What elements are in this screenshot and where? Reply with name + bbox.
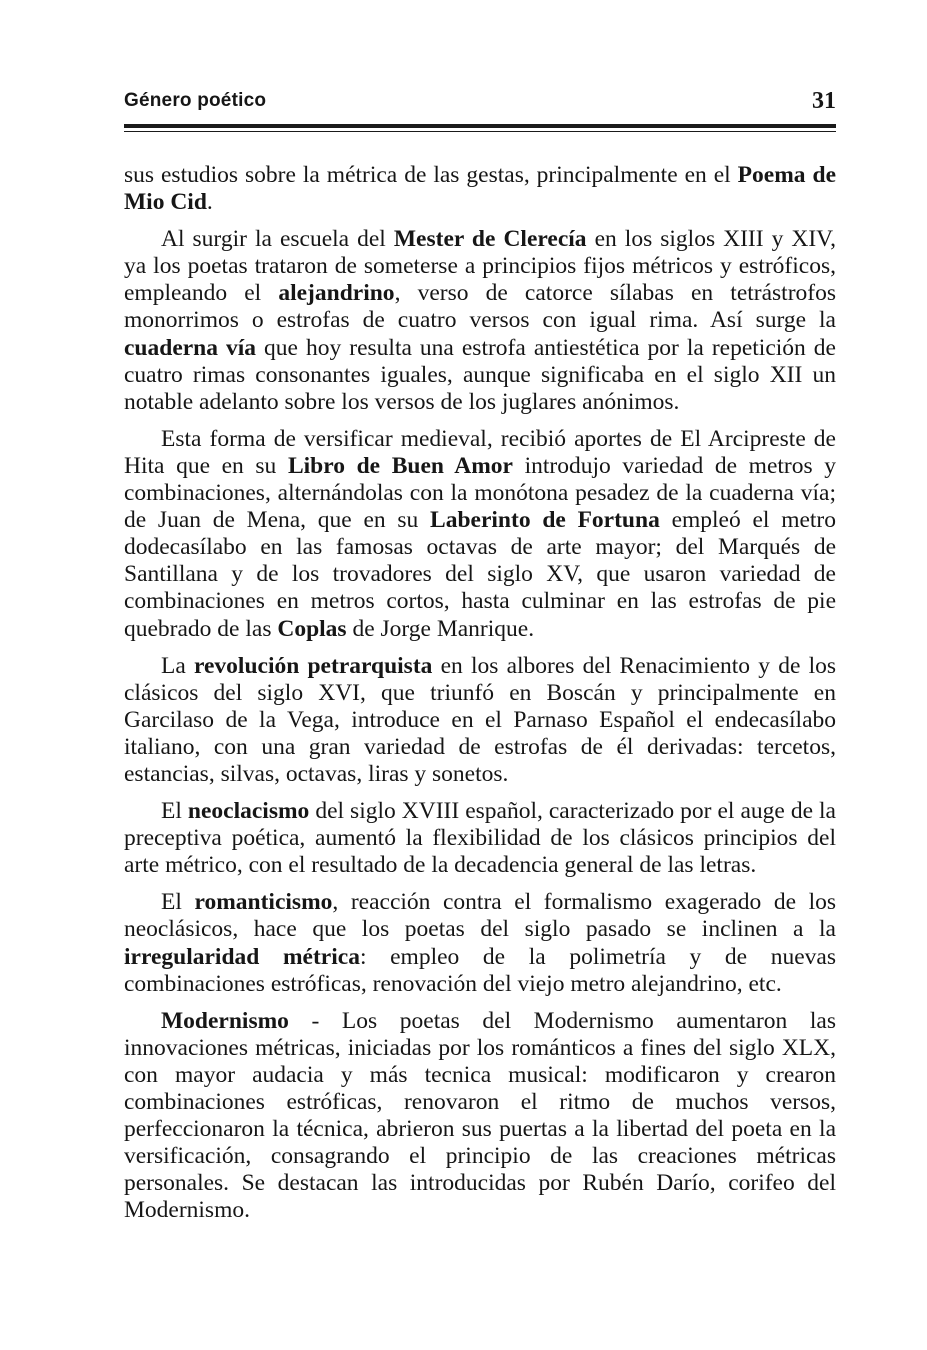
text-run: de Jorge Manrique. <box>346 615 535 642</box>
text-run: sus estudios sobre la métrica de las gestas, principalmente en el <box>124 162 738 188</box>
bold-term: Poema de Mio Cid <box>124 162 836 216</box>
paragraph <box>124 889 836 997</box>
text-run: empleó el metro dodecasílabo en las famosas octavas de arte mayor; del Marqués de Santillana y de los trovadores del siglo XV, que usaron variedad de combinaciones en metros cortos, hasta culminar en las estrofas de pie quebrado de las <box>124 507 837 642</box>
text-run: que hoy resulta una estrofa antiestética por la repetición de cuatro rimas consonantes iguales, aunque significaba en el siglo XII un notable adelanto sobre los versos de los juglares anónimos. <box>124 334 836 415</box>
paragraph <box>124 226 836 416</box>
running-title: Género poético <box>124 90 267 111</box>
header-rule-thin <box>124 131 836 132</box>
bold-term: Libro de Buen Amor <box>287 452 513 479</box>
bold-term: Mester de Clerecía <box>393 226 587 253</box>
paragraph <box>124 426 836 643</box>
bold-term: Modernismo <box>161 1007 289 1034</box>
text-run: El <box>161 889 195 916</box>
text-run: Al surgir la escuela del <box>161 226 394 253</box>
paragraph <box>124 653 836 788</box>
text-run: El <box>161 798 188 825</box>
text-run: , reacción contra el formalismo exagerado de los neoclásicos, hace que los poetas del siglo pasado se inclinen a la <box>124 889 836 943</box>
text-run: introdujo variedad de metros y combinaciones, alternándolas con la monótona pesadez de la cuaderna vía; de Juan de Mena, que en su <box>124 452 837 534</box>
text-run: : empleo de la polimetría y de nuevas combinaciones estróficas, renovación del viejo metro alejandrino, etc. <box>124 943 836 997</box>
text-run: . <box>206 189 213 216</box>
bold-term: irregularidad métrica <box>124 943 360 970</box>
page-number: 31 <box>812 88 836 114</box>
text-run: en los siglos XIII y XIV, ya los poetas trataron de someterse a principios fijos métricos y estróficos, empleando el <box>124 226 836 307</box>
header-rule-thick <box>124 124 836 128</box>
bold-term: Coplas <box>277 615 347 642</box>
paragraph <box>124 798 836 879</box>
bold-term: romanticismo <box>194 889 333 916</box>
paragraph <box>124 1008 836 1225</box>
text-run: Esta forma de versificar medieval, recibió aportes de El Arcipreste de Hita que en su <box>124 425 836 479</box>
body-text <box>124 162 836 1234</box>
text-run: en los albores del Renacimiento y de los clásicos del siglo XVI, que triunfó en Boscán y principalmente en Garcilaso de la Vega, introduce en el Parnaso Español el endecasílabo italiano, con una gran variedad de estrofas de él derivadas: tercetos, estancias, silvas, octavas, liras y sonetos. <box>124 652 836 787</box>
text-run: , verso de catorce sílabas en tetrástrofos monorrimos o estrofas de cuatro versos con igual rima. Así surge la <box>124 280 837 334</box>
text-run: La <box>161 652 194 679</box>
bold-term: cuaderna vía <box>124 334 257 361</box>
bold-term: Laberinto de Fortuna <box>430 507 660 534</box>
bold-term: alejandrino <box>278 280 395 307</box>
text-run: del siglo XVIII español, caracterizado por el auge de la preceptiva poética, aumentó la flexibilidad de los clásicos principios del arte métrico, con el resultado de la decadencia general de las letras. <box>124 798 836 879</box>
bold-term: neoclacismo <box>187 798 310 825</box>
paragraph <box>124 162 836 216</box>
text-run: - Los poetas del Modernismo aumentaron las innovaciones métricas, iniciadas por los románticos a fines del siglo XLX, con mayor audacia y más tecnica musical: modificaron y crearon combinaciones estróficas, renovaron el ritmo de muchos versos, perfeccionaron la técnica, abrieron sus puertas a la libertad del poeta en la versificación, consagrando el principio de las creaciones métricas personales. Se destacan las introducidas por Rubén Darío, corifeo del Modernismo. <box>124 1007 836 1224</box>
page-header <box>124 86 836 126</box>
bold-term: revolución petrarquista <box>193 652 433 679</box>
